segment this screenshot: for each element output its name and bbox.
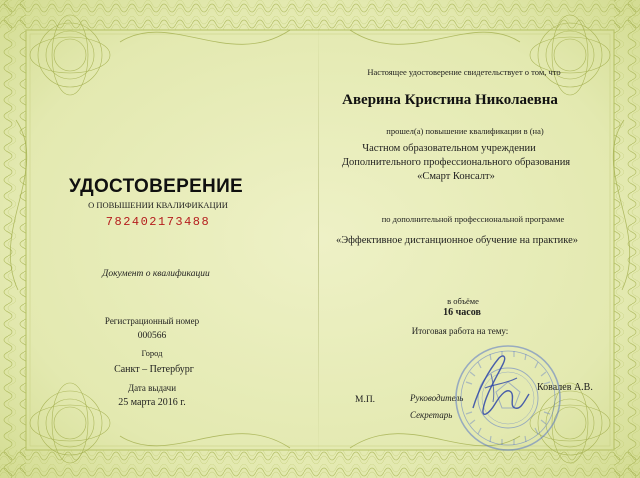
city-label: Город [141,348,163,358]
certifies-text: Настоящее удостоверение свидетельствует о том, что [367,67,561,77]
passed-text: прошел(а) повышение квалификации в (на) [386,126,544,136]
secretary-label: Секретарь [410,410,453,420]
head-name: Ковалев А.В. [537,382,593,393]
certificate-title: УДОСТОВЕРЕНИЕ [68,176,244,197]
institution-line1: Частном образовательном учреждении [362,143,536,154]
final-work-label: Итоговая работа на тему: [411,326,509,336]
certificate-subtitle: О ПОВЫШЕНИИ КВАЛИФИКАЦИИ [88,200,228,210]
center-fold [318,10,319,468]
reg-number-label: Регистрационный номер [104,316,200,326]
signature [455,348,535,428]
hours: 16 часов [443,307,481,318]
institution-line3: «Смарт Консалт» [417,171,495,182]
volume-label: в объёме [447,296,479,306]
program-title: «Эффективное дистанционное обучение на практике» [335,235,579,246]
head-label: Руководитель [410,393,464,403]
document-type: Документ о квалификации [102,269,210,279]
seal-place-label: М.П. [355,395,376,405]
issue-date: 25 марта 2016 г. [118,397,186,408]
city: Санкт – Петербург [114,364,194,375]
institution-line2: Дополнительного профессионального образования [341,157,571,168]
holder-name: Аверина Кристина Николаевна [342,92,558,108]
reg-number: 000566 [137,331,167,341]
program-label: по дополнительной профессиональной программе [381,214,565,224]
issue-date-label: Дата выдачи [127,383,177,393]
serial-number: 782402173488 [105,215,211,229]
